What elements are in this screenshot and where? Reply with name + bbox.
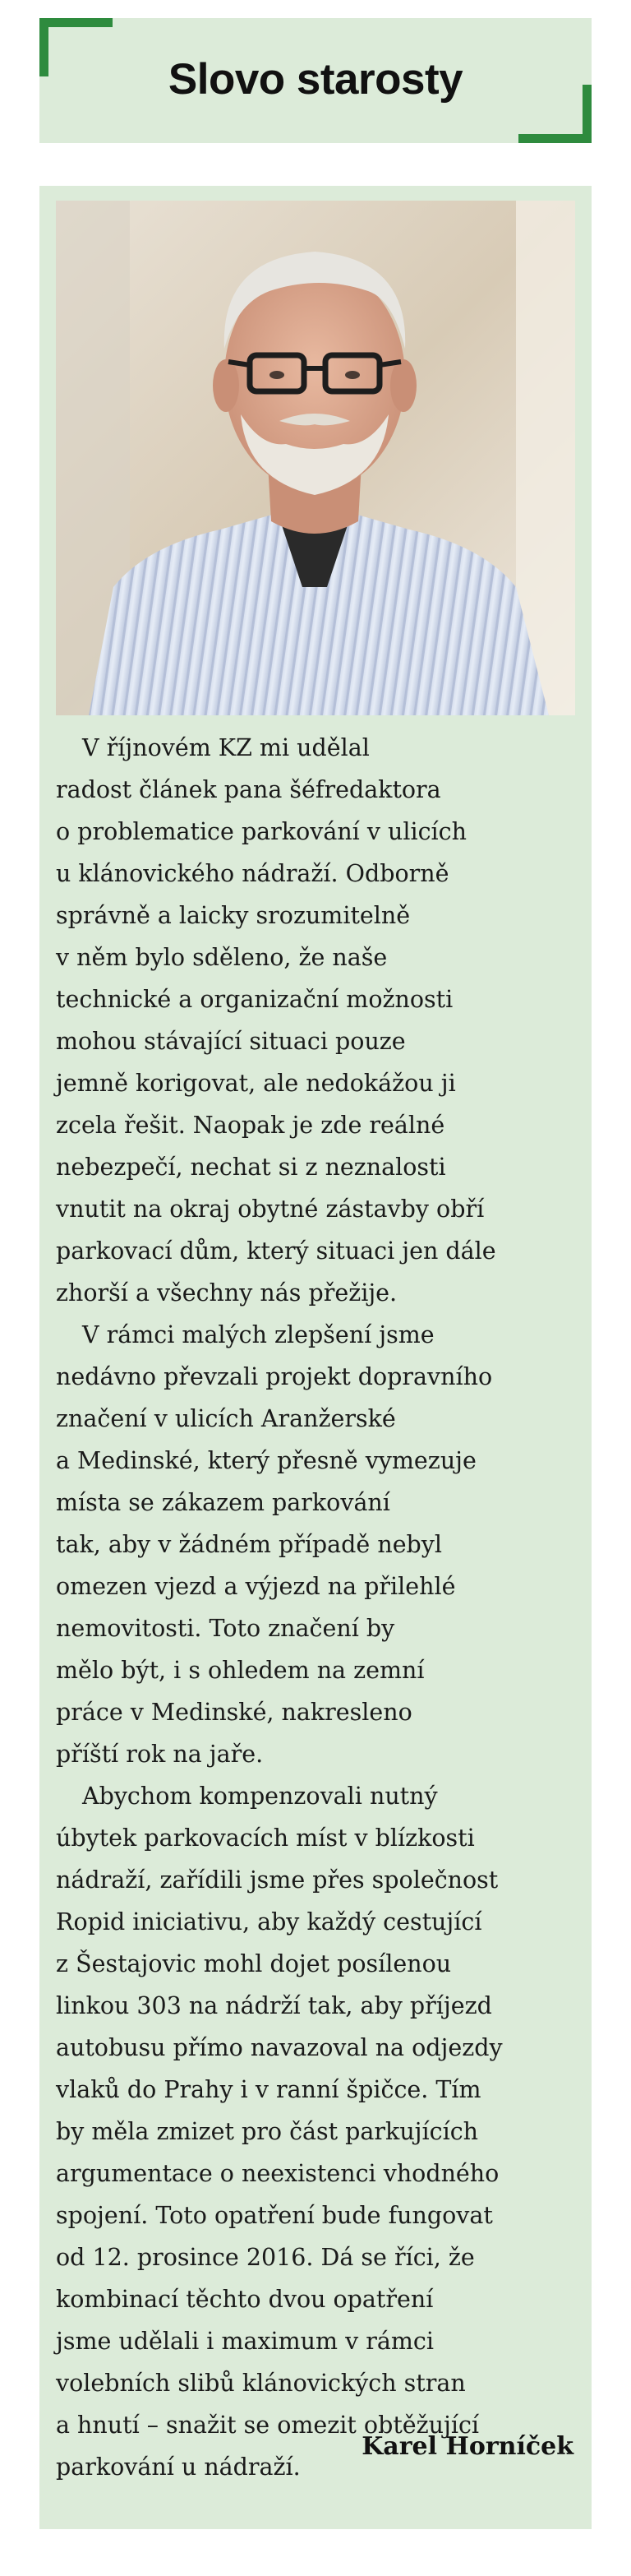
text-line: parkovací dům, který situaci jen dále (56, 1237, 496, 1265)
text-line: kombinací těchto dvou opatření (56, 2286, 434, 2313)
text-line: vlaků do Prahy i v ranní špičce. Tím (56, 2076, 481, 2103)
text-line: volebních slibů klánovických stran (56, 2370, 466, 2397)
text-line: z Šestajovic mohl dojet posílenou (56, 1950, 452, 1977)
article-body (56, 727, 575, 2488)
heading-box (39, 18, 592, 143)
text-line: mělo být, i s ohledem na zemní (56, 1657, 425, 1684)
article-panel (39, 186, 592, 2529)
text-line: a Medinské, který přesně vymezuje (56, 1447, 477, 1474)
text-line: místa se zákazem parkování (56, 1489, 390, 1516)
text-line: mohou stávající situaci pouze (56, 1028, 406, 1055)
text-line: správně a laicky srozumitelně (56, 902, 411, 929)
text-line: příští rok na jaře. (56, 1741, 264, 1768)
text-line: tak, aby v žádném případě nebyl (56, 1531, 443, 1558)
text-line: nemovitosti. Toto značení by (56, 1615, 395, 1642)
text-line: úbytek parkovacích míst v blízkosti (56, 1824, 475, 1852)
text-line: V říjnovém KZ mi udělal (82, 734, 370, 761)
text-line: nebezpečí, nechat si z neznalosti (56, 1154, 446, 1181)
author-photo (56, 201, 575, 715)
text-line: značení v ulicích Aranžerské (56, 1405, 396, 1432)
text-line: technické a organizační možnosti (56, 986, 454, 1013)
text-line: autobusu přímo navazoval na odjezdy (56, 2034, 503, 2061)
text-line: zhorší a všechny nás přežije. (56, 1279, 398, 1306)
text-line: jemně korigovat, ale nedokážou ji (56, 1070, 456, 1097)
text-line: linkou 303 na nádrží tak, aby příjezd (56, 1992, 492, 2019)
text-line: jsme udělali i maximum v rámci (56, 2328, 434, 2355)
text-line: parkování u nádraží. (56, 2453, 301, 2481)
text-line: nedávno převzali projekt dopravního (56, 1363, 493, 1390)
text-line: od 12. prosince 2016. Dá se říci, že (56, 2244, 475, 2271)
text-line: Abychom kompenzovali nutný (82, 1783, 438, 1810)
text-line: práce v Medinské, nakresleno (56, 1699, 412, 1726)
page-title: Slovo starosty (168, 55, 463, 104)
text-line: argumentace o neexistenci vhodného (56, 2160, 500, 2187)
text-line: Ropid iniciativu, aby každý cestující (56, 1908, 482, 1935)
text-line: radost článek pana šéfredaktora (56, 776, 441, 803)
text-line: zcela řešit. Naopak je zde reálné (56, 1112, 445, 1139)
text-line: v něm bylo sděleno, že naše (56, 944, 388, 971)
text-line: spojení. Toto opatření bude fungovat (56, 2202, 493, 2229)
text-line: nádraží, zařídili jsme přes společnost (56, 1866, 499, 1894)
text-line: vnutit na okraj obytné zástavby obří (56, 1196, 485, 1223)
author-signature: Karel Horníček (362, 2432, 573, 2461)
text-line: omezen vjezd a výjezd na přilehlé (56, 1573, 456, 1600)
text-line: u klánovického nádraží. Odborně (56, 860, 449, 887)
text-line: by měla zmizet pro část parkujících (56, 2118, 479, 2145)
text-line: a hnutí – snažit se omezit obtěžující (56, 2412, 480, 2439)
text-line: V rámci malých zlepšení jsme (82, 1321, 435, 1348)
text-line: o problematice parkování v ulicích (56, 818, 467, 845)
